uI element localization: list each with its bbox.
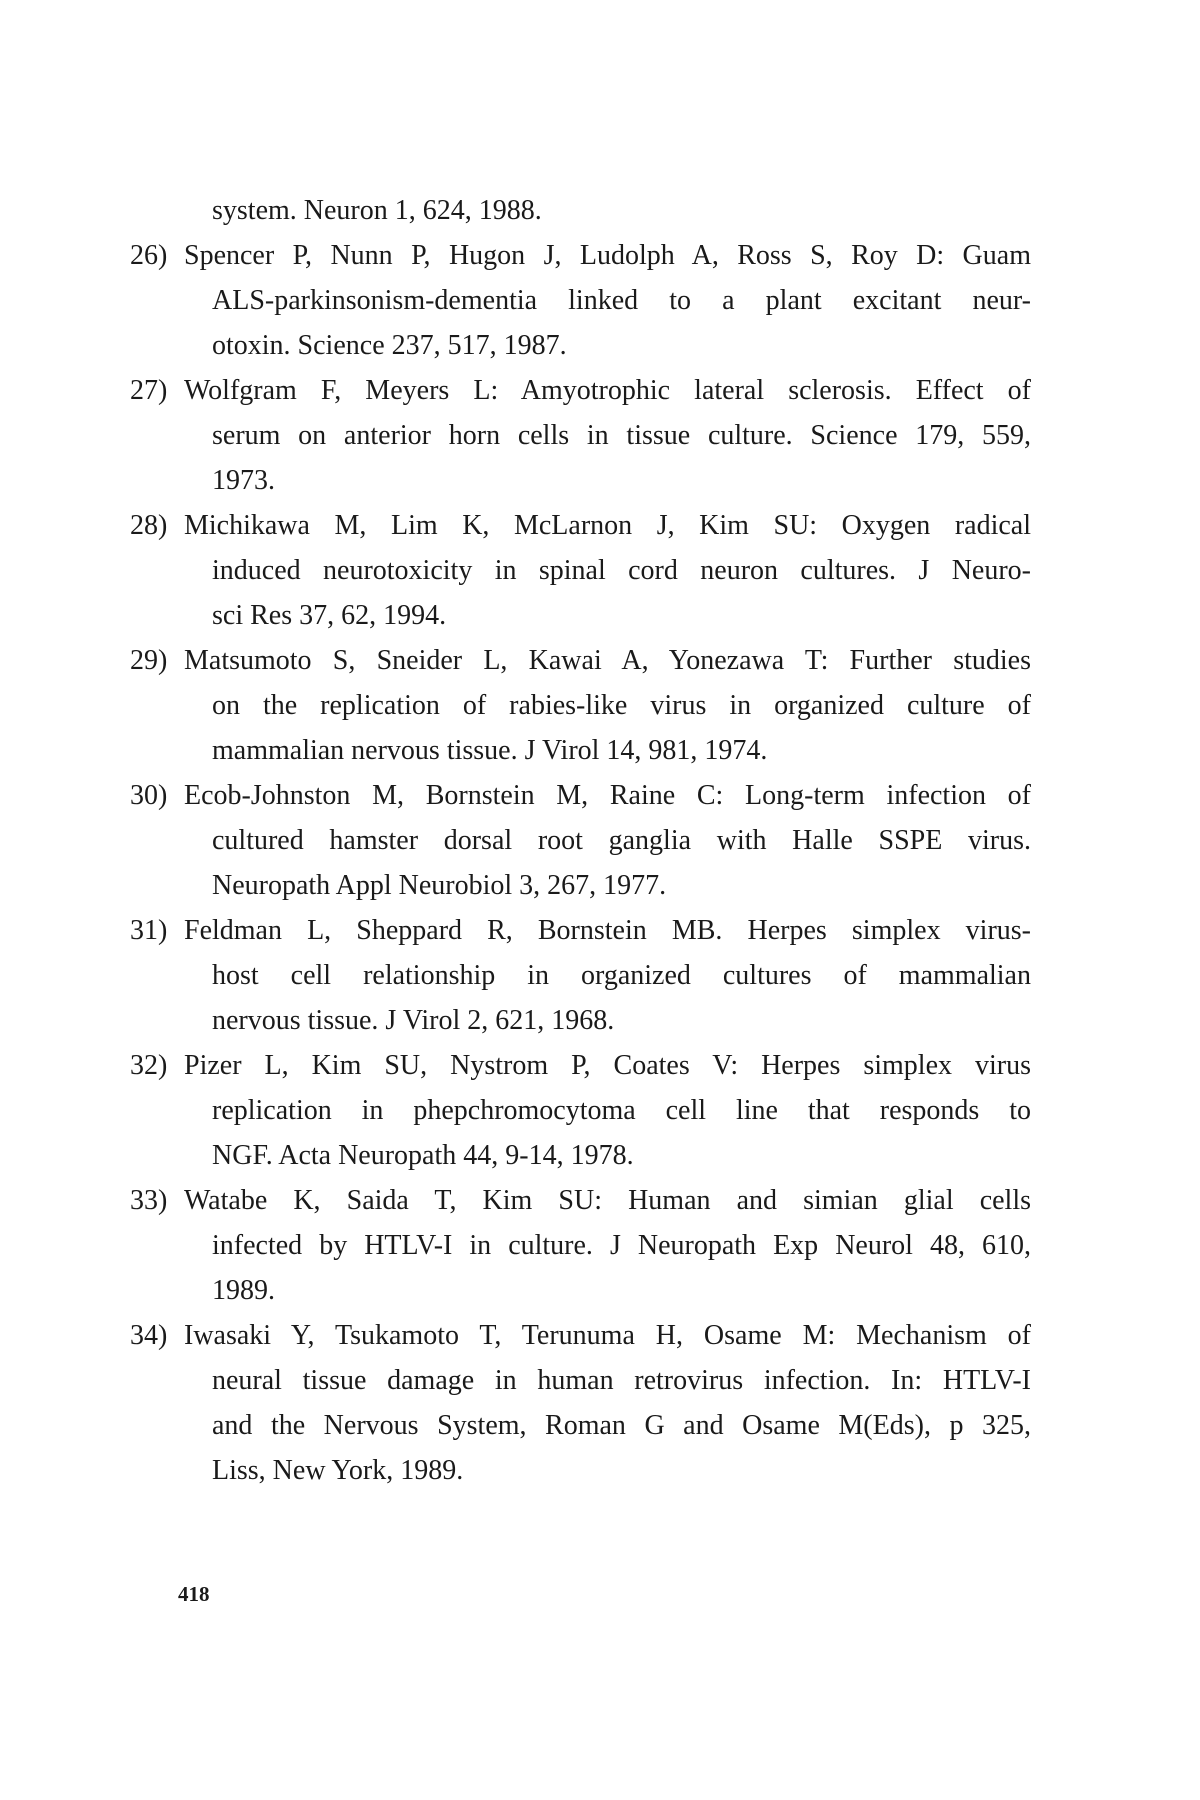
reference-line: Michikawa M, Lim K, McLarnon J, Kim SU: Oxygen radical: [184, 510, 1031, 541]
reference-line: infected by HTLV-I in culture. J Neuropath Exp Neurol 48, 610,: [212, 1230, 1031, 1261]
reference-line: nervous tissue. J Virol 2, 621, 1968.: [212, 1005, 615, 1036]
reference-number: 31): [130, 915, 168, 946]
reference-line: induced neurotoxicity in spinal cord neuron cultures. J Neuro-: [212, 555, 1031, 586]
reference-line: Wolfgram F, Meyers L: Amyotrophic lateral sclerosis. Effect of: [184, 375, 1031, 406]
reference-line: mammalian nervous tissue. J Virol 14, 981, 1974.: [212, 735, 768, 766]
reference-line: and the Nervous System, Roman G and Osame M(Eds), p 325,: [212, 1410, 1031, 1441]
reference-line: otoxin. Science 237, 517, 1987.: [212, 330, 567, 361]
reference-line: sci Res 37, 62, 1994.: [212, 600, 447, 631]
reference-line: ALS-parkinsonism-dementia linked to a plant excitant neur-: [212, 285, 1031, 316]
reference-line: on the replication of rabies-like virus in organized culture of: [212, 690, 1031, 721]
reference-line: Spencer P, Nunn P, Hugon J, Ludolph A, Ross S, Roy D: Guam: [184, 240, 1031, 271]
reference-number: 29): [130, 645, 168, 676]
reference-line: neural tissue damage in human retrovirus infection. In: HTLV-I: [212, 1365, 1031, 1396]
reference-line: replication in phepchromocytoma cell line that responds to: [212, 1095, 1031, 1126]
reference-line: Matsumoto S, Sneider L, Kawai A, Yonezawa T: Further studies: [184, 645, 1031, 676]
reference-line: host cell relationship in organized cultures of mammalian: [212, 960, 1031, 991]
reference-line: serum on anterior horn cells in tissue culture. Science 179, 559,: [212, 420, 1031, 451]
reference-line: Iwasaki Y, Tsukamoto T, Terunuma H, Osame M: Mechanism of: [184, 1320, 1031, 1351]
reference-line: NGF. Acta Neuropath 44, 9-14, 1978.: [212, 1140, 634, 1171]
reference-line: Watabe K, Saida T, Kim SU: Human and simian glial cells: [184, 1185, 1031, 1216]
reference-number: 26): [130, 240, 168, 271]
reference-number: 32): [130, 1050, 168, 1081]
reference-line: system. Neuron 1, 624, 1988.: [212, 195, 542, 226]
reference-number: 33): [130, 1185, 168, 1216]
reference-number: 34): [130, 1320, 168, 1351]
reference-line: 1989.: [212, 1275, 275, 1306]
reference-line: Liss, New York, 1989.: [212, 1455, 464, 1486]
reference-number: 30): [130, 780, 168, 811]
reference-line: Feldman L, Sheppard R, Bornstein MB. Herpes simplex virus-: [184, 915, 1031, 946]
reference-number: 28): [130, 510, 168, 541]
reference-line: 1973.: [212, 465, 275, 496]
reference-number: 27): [130, 375, 168, 406]
reference-line: Ecob-Johnston M, Bornstein M, Raine C: Long-term infection of: [184, 780, 1031, 811]
reference-line: Neuropath Appl Neurobiol 3, 267, 1977.: [212, 870, 667, 901]
page-number: 418: [178, 1582, 210, 1606]
reference-line: Pizer L, Kim SU, Nystrom P, Coates V: Herpes simplex virus: [184, 1050, 1031, 1081]
reference-line: cultured hamster dorsal root ganglia with Halle SSPE virus.: [212, 825, 1031, 856]
